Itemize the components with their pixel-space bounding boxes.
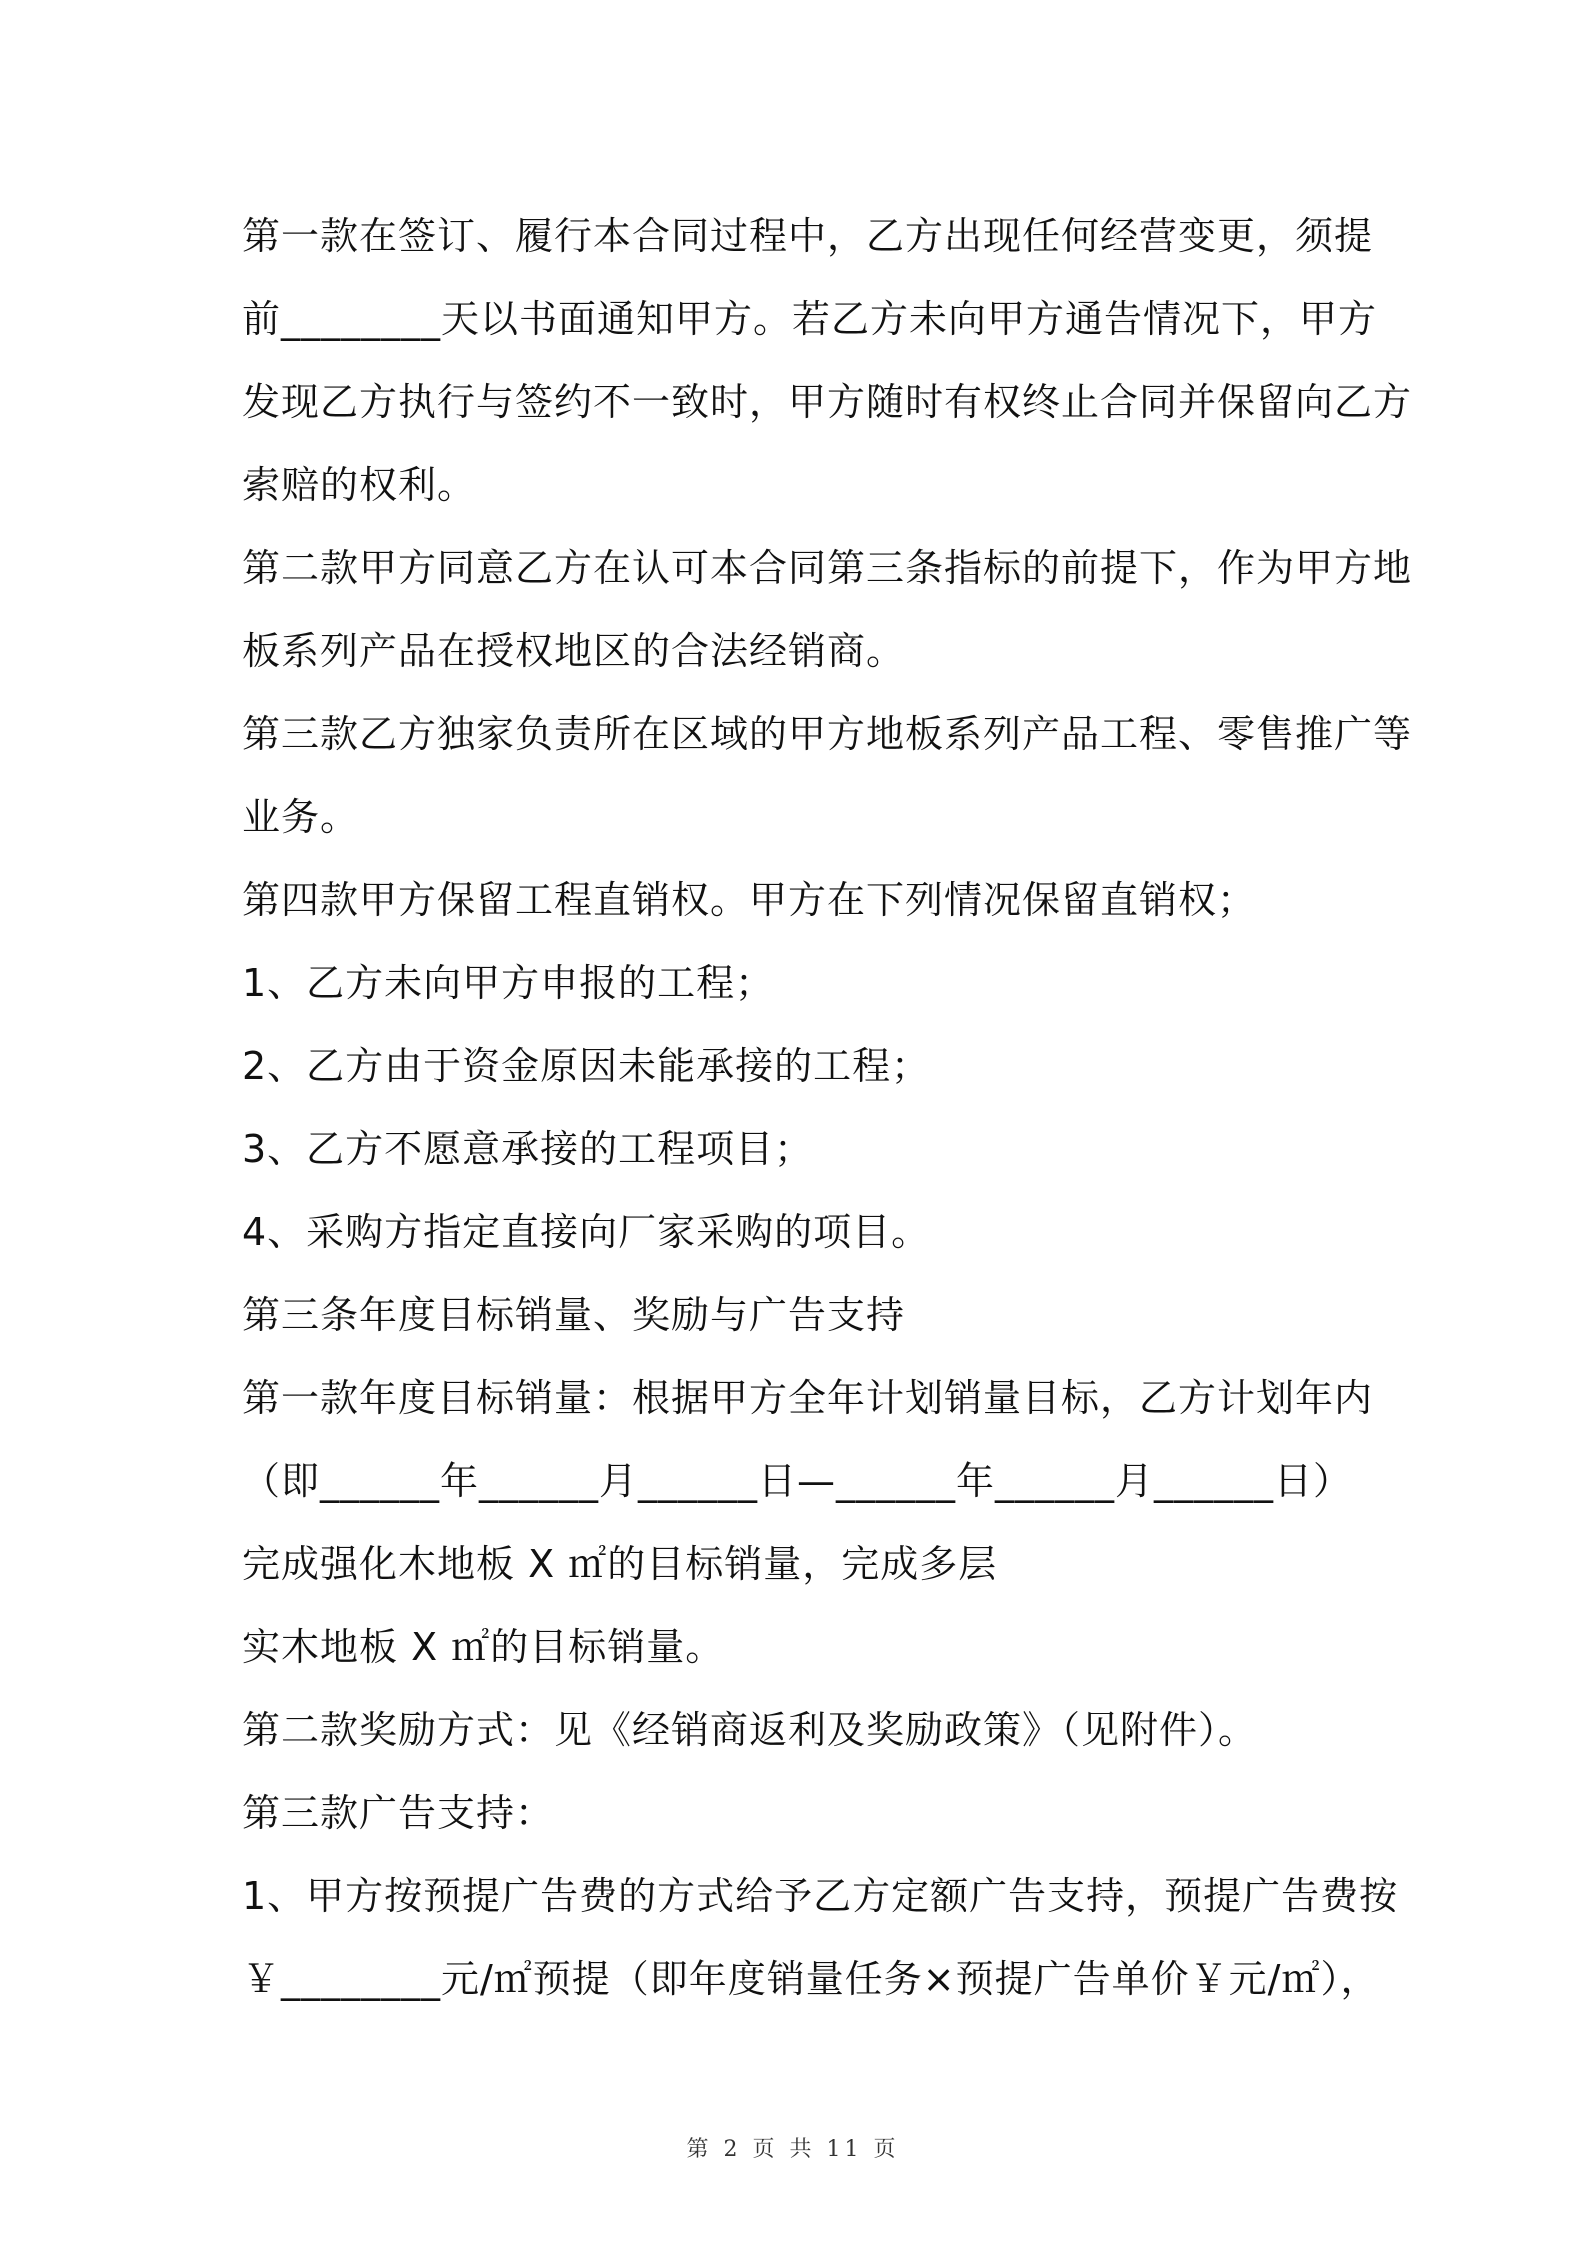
list-item: 3、乙方不愿意承接的工程项目； [242,1127,814,1171]
list-item: 4、采购方指定直接向厂家采购的项目。 [242,1210,931,1254]
text-line: 前________天以书面通知甲方。若乙方未向甲方通告情况下，甲方 [242,297,1378,341]
text-line: 第三款广告支持： [242,1791,555,1835]
date-range-line: （即______年______月______日—______年______月______日） [242,1459,1353,1503]
text-line: 第二款奖励方式：见《经销商返利及奖励政策》（见附件）。 [242,1708,1258,1752]
page-number: 第 2 页 共 11 页 [686,2137,900,2162]
text-line: 第三款乙方独家负责所在区域的甲方地板系列产品工程、零售推广等 [242,712,1413,756]
list-item: 1、乙方未向甲方申报的工程； [242,961,775,1005]
text-line: 第一款年度目标销量：根据甲方全年计划销量目标，乙方计划年内 [242,1376,1374,1420]
list-item: 1、甲方按预提广告费的方式给予乙方定额广告支持，预提广告费按 [242,1874,1399,1918]
text-line: 实木地板 X ㎡的目标销量。 [242,1625,725,1669]
text-line: 完成强化木地板 X ㎡的目标销量，完成多层 [242,1542,998,1586]
list-item: 2、乙方由于资金原因未能承接的工程； [242,1044,931,1088]
text-line: 索赔的权利。 [242,463,477,507]
text-line: 第一款在签订、履行本合同过程中，乙方出现任何经营变更，须提 [242,214,1374,258]
document-body [242,195,1413,2021]
text-line: 第二款甲方同意乙方在认可本合同第三条指标的前提下，作为甲方地 [242,546,1413,590]
text-line: 发现乙方执行与签约不一致时，甲方随时有权终止合同并保留向乙方 [242,380,1413,424]
text-line: 业务。 [242,795,360,839]
section-heading: 第三条年度目标销量、奖励与广告支持 [242,1293,906,1337]
text-line: ￥________元/㎡预提（即年度销量任务×预提广告单价￥元/㎡）， [242,1957,1380,2001]
text-line: 板系列产品在授权地区的合法经销商。 [242,629,906,673]
text-line: 第四款甲方保留工程直销权。甲方在下列情况保留直销权； [242,878,1257,922]
